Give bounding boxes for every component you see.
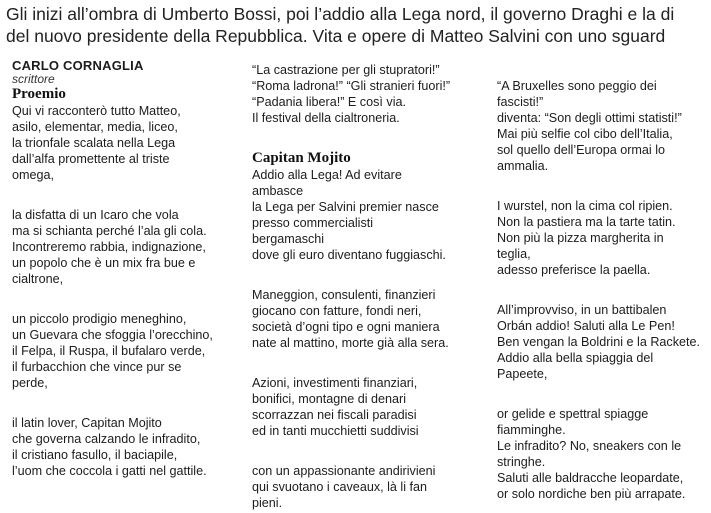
verse-line: or gelide e spettral spiagge (497, 407, 649, 421)
verse-line: stringhe. (497, 455, 546, 469)
verse-line: perde, (12, 376, 48, 390)
verse-line: All’improvviso, in un battibalen (497, 303, 667, 317)
verse-line: fascisti!” (497, 95, 544, 109)
verse-line: società d’ogni tipo e ogni maniera (252, 320, 440, 334)
verse-line: omega, (12, 168, 55, 182)
verse-line: Ben vengan la Boldrini e la Rackete. (497, 335, 701, 349)
verse-line: bonifici, montagne di denari (252, 392, 407, 406)
verse-line: presso commercialisti (252, 216, 374, 230)
author-name: CARLO CORNAGLIA (12, 58, 144, 73)
stanza (12, 207, 244, 287)
column-2 (252, 62, 490, 511)
column-3 (497, 78, 711, 502)
verse-line: or solo nordiche ben più arrapate. (497, 487, 686, 501)
verse-line: bergamaschi (252, 232, 325, 246)
section-title-capitan-mojito: Capitan Mojito (252, 150, 351, 166)
verse-line: la trionfale scalata nella Lega (12, 136, 176, 150)
verse-line: Qui vi racconterò tutto Matteo, (12, 104, 181, 118)
verse-line: la Lega per Salvini premier nasce (252, 200, 439, 214)
verse-line: ed in tanti mucchietti suddivisi (252, 424, 419, 438)
verse-line: diventa: “Son degli ottimi statisti!” (497, 111, 682, 125)
stanza (12, 103, 244, 183)
verse-line: Le infradito? No, sneakers con le (497, 439, 682, 453)
verse-line: ma si schianta perché l’ala gli cola. (12, 224, 207, 238)
verse-line: dove gli euro diventano fuggiaschi. (252, 248, 446, 262)
verse-line: la disfatta di un Icaro che vola (12, 208, 179, 222)
stanza (12, 311, 244, 391)
verse-line: sol quello dell’Europa ormai lo (497, 143, 666, 157)
verse-line: adesso preferisce la paella. (497, 263, 651, 277)
verse-line: un piccolo prodigio meneghino, (12, 312, 187, 326)
section-title-proemio: Proemio (12, 86, 66, 102)
stanza (252, 375, 490, 439)
verse-line: Saluti alle baldracche leopardate, (497, 471, 684, 485)
stanza (252, 62, 490, 126)
verse-line: Incontreremo rabbia, indignazione, (12, 240, 206, 254)
verse-line: scorrazzan nei fiscali paradisi (252, 408, 417, 422)
verse-line: qui svuotano i caveaux, là li fan (252, 480, 428, 494)
article-standfirst (6, 3, 711, 47)
verse-line: il cristiano fasullo, il baciapile, (12, 448, 178, 462)
verse-line: fiamminghe. (497, 423, 566, 437)
verse-line: un popolo che è un mix fra bue e (12, 256, 196, 270)
stanza (497, 302, 711, 382)
verse-line: Addio alla Lega! Ad evitare (252, 168, 402, 182)
verse-line: cialtrone, (12, 272, 64, 286)
stanza (252, 463, 490, 511)
verse-line: Non la pastiera ma la tarte tatin. (497, 215, 676, 229)
verse-line: “A Bruxelles sono peggio dei (497, 79, 657, 93)
verse-line: Il festival della cialtroneria. (252, 111, 400, 125)
author-role: scrittore (12, 72, 55, 86)
verse-line: Papeete, (497, 367, 548, 381)
stanza (252, 287, 490, 351)
verse-line: “La castrazione per gli stupratori!” (252, 63, 440, 77)
verse-line: “Roma ladrona!” “Gli stranieri fuori!” (252, 79, 451, 93)
stanza (252, 167, 490, 263)
verse-line: asilo, elementar, media, liceo, (12, 120, 178, 134)
verse-line: Orbán addio! Saluti alla Le Pen! (497, 319, 675, 333)
stanza (12, 415, 244, 479)
standfirst-line: Gli inizi all’ombra di Umberto Bossi, poi l’addio alla Lega nord, il governo Draghi e la di (6, 4, 675, 24)
column-1 (12, 58, 244, 479)
verse-line: giocano con fatture, fondi neri, (252, 304, 422, 318)
verse-line: Mai più selfie col cibo dell’Italia, (497, 127, 673, 141)
stanza (497, 198, 711, 278)
standfirst-line: del nuovo presidente della Repubblica. Vita e opere di Matteo Salvini con uno sguard (6, 26, 666, 46)
stanza (497, 406, 711, 502)
verse-line: Non più la pizza margherita in (497, 231, 664, 245)
verse-line: il latin lover, Capitan Mojito (12, 416, 162, 430)
verse-line: il Felpa, il Ruspa, il bufalaro verde, (12, 344, 206, 358)
stanza (497, 78, 711, 174)
verse-line: il furbacchion che vince pur se (12, 360, 182, 374)
verse-line: Addio alla bella spiaggia del (497, 351, 654, 365)
verse-line: I wurstel, non la cima col ripien. (497, 199, 673, 213)
verse-line: con un appassionante andirivieni (252, 464, 436, 478)
verse-line: l’uom che coccola i gatti nel gattile. (12, 464, 207, 478)
verse-line: un Guevara che sfoggia l’orecchino, (12, 328, 213, 342)
verse-line: pieni. (252, 496, 283, 510)
verse-line: ammalia. (497, 159, 549, 173)
verse-line: ambasce (252, 184, 304, 198)
verse-line: teglia, (497, 247, 531, 261)
verse-line: Azioni, investimenti finanziari, (252, 376, 418, 390)
verse-line: Maneggion, consulenti, finanzieri (252, 288, 436, 302)
verse-line: nate al mattino, morte già alla sera. (252, 336, 449, 350)
verse-line: dall’alfa promettente al triste (12, 152, 170, 166)
verse-line: che governa calzando le infradito, (12, 432, 201, 446)
verse-line: “Padania libera!” E così via. (252, 95, 406, 109)
